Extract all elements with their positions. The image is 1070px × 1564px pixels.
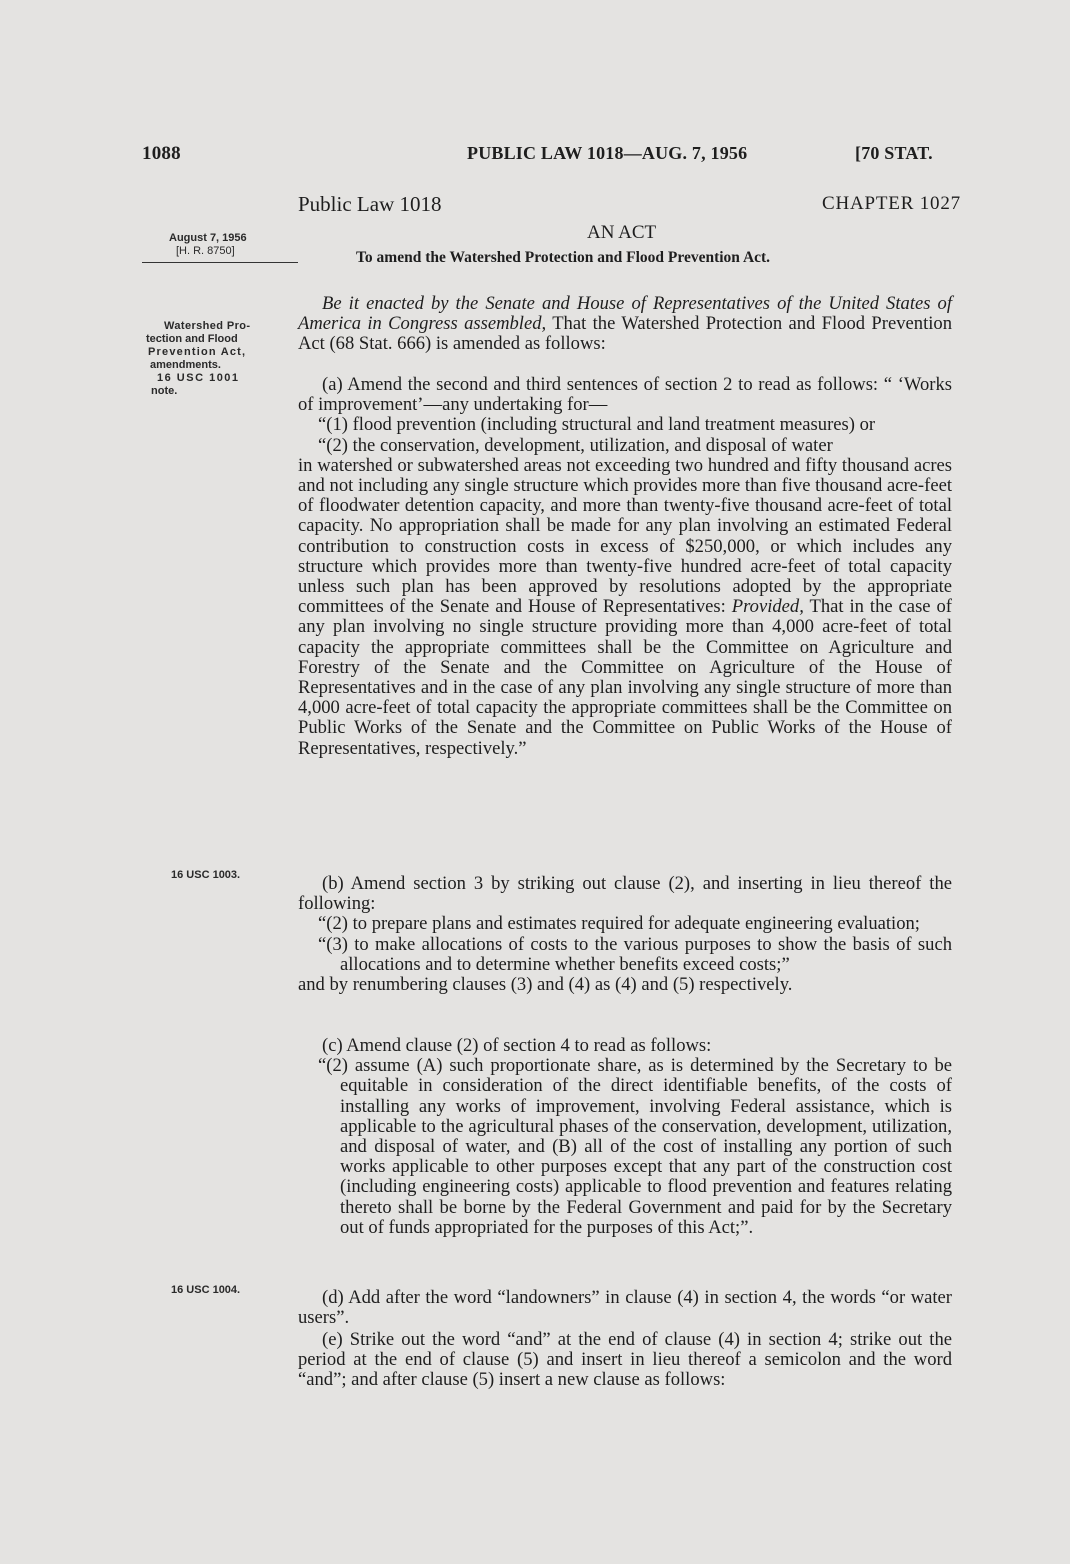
chapter-number: CHAPTER 1027 — [822, 193, 961, 214]
amendment-a-intro: (a) Amend the second and third sentences of section 2 to read as follows: “ ‘Works of improvement’—any undertaking for— — [298, 374, 952, 416]
amendment-a — [298, 375, 952, 759]
amendment-c-clause-2: “(2) assume (A) such proportionate share, as is determined by the Secretary to be equitable in consideration of the direct identifiable benefits, of the costs of installing any works of improvement, involving Federal assistance, which is applicable to the agricultural phases of the conservation, development, utilization, and disposal of water, and (B) all of the cost of installing any portion of such works applicable to other purposes except that any part of the construction cost (including engineering costs) applicable to flood prevention and features relating thereto shall be borne by the Federal Government and paid for by the Secretary out of funds appropriated for the purposes of this Act;”. — [318, 1055, 952, 1238]
public-law-number: Public Law 1018 — [298, 192, 442, 216]
running-title: PUBLIC LAW 1018—AUG. 7, 1956 — [467, 143, 748, 163]
act-title: To amend the Watershed Protection and Flood Prevention Act. — [356, 249, 771, 266]
amendment-b-clause-3: “(3) to make allocations of costs to the various purposes to show the basis of such allocations and to determine whether benefits exceed costs;” — [318, 933, 952, 975]
amendment-b-intro: (b) Amend section 3 by striking out clause (2), and inserting in lieu thereof the following: — [298, 873, 952, 915]
margin-citation-1003: 16 USC 1003. — [171, 869, 241, 881]
margin-date: August 7, 1956 — [169, 232, 247, 244]
amendment-c — [298, 1036, 952, 1238]
amendment-e — [298, 1330, 952, 1391]
enacting-formula: Be it enacted by the Senate and House of Representatives of the United States of America in Congress assembled, — [298, 293, 952, 335]
amendment-b-clause-2: “(2) to prepare plans and estimates required for adequate engineering evaluation; — [318, 913, 920, 935]
margin-citation-note: note. — [151, 385, 178, 397]
margin-topic-line-4: amendments. — [150, 359, 221, 371]
margin-topic-line-3: Prevention Act, — [148, 346, 247, 358]
margin-topic-line-1: Watershed Pro- — [164, 320, 251, 332]
amendment-e-text: (e) Strike out the word “and” at the end of clause (4) in section 4; strike out the period at the end of clause (5) and insert in lieu thereof a semicolon and the word “and”; and after clause (5) insert a new clause as follows: — [298, 1329, 952, 1391]
enacting-clause — [298, 294, 952, 355]
amendment-c-intro: (c) Amend clause (2) of section 4 to read as follows: — [322, 1035, 712, 1056]
amendment-d — [298, 1288, 952, 1328]
margin-topic-line-2: tection and Flood — [146, 333, 238, 345]
amendment-a-provided: Provided, — [731, 596, 804, 618]
volume-citation: [70 STAT. — [855, 143, 933, 163]
amendment-a-body-1: in watershed or subwatershed areas not exceeding two hundred and fifty thousand acres and not including any single structure which provides more than five thousand acre-feet of floodwater detention capacity, and more than twenty-five thousand acre-feet of total capacity. No appropriation shall be made for any plan involving an estimated Federal contribution to construction costs in excess of $250,000, or which includes any structure which provides more than twenty-five hundred acre-feet of total capacity unless such plan has been approved by resolutions adopted by the appropriate committees of the Senate and House of Representatives: — [298, 454, 952, 618]
amendment-a-body-2: That in the case of any plan involving no single structure providing more than 4,000 acre-feet of total capacity the appropriate committees shall be the Committee on Agriculture and Forestry of the Senate and the Committee on Agriculture of the House of Representatives and in the case of any plan involving any single structure of more than 4,000 acre-feet of total capacity the appropriate committees shall be the Committee on Public Works of the Senate and the Committee on Public Works of the House of Representatives, respectively.” — [298, 596, 952, 759]
amendment-a-clause-1: “(1) flood prevention (including structural and land treatment measures) or — [318, 414, 876, 436]
margin-citation-1001: 16 USC 1001 — [157, 372, 240, 384]
page-number: 1088 — [142, 143, 181, 164]
amendment-d-text: (d) Add after the word “landowners” in clause (4) in section 4, the words “or water users”. — [298, 1287, 952, 1329]
an-act-heading: AN ACT — [587, 222, 657, 243]
enacting-clause-rest: That the Watershed Protection and Flood Prevention Act (68 Stat. 666) is amended as follows: — [298, 313, 952, 355]
amendment-b — [298, 874, 952, 995]
margin-bill-number: [H. R. 8750] — [176, 245, 235, 257]
amendment-a-clause-2: “(2) the conservation, development, utilization, and disposal of water — [318, 434, 833, 456]
heading-rule — [142, 262, 298, 263]
amendment-b-tail: and by renumbering clauses (3) and (4) as (4) and (5) respectively. — [298, 974, 793, 996]
margin-citation-1004: 16 USC 1004. — [171, 1284, 241, 1296]
